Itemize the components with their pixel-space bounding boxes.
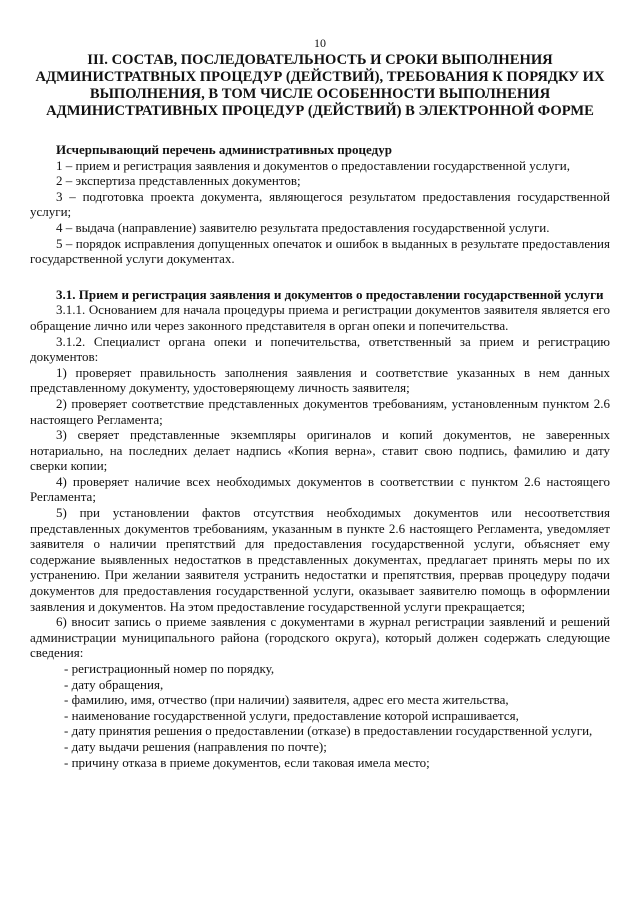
duty-item: 6) вносит запись о приеме заявления с документами в журнал регистрации заявлений и решений администрации муниципального района (городского округа), который должен содержать следующие сведения: — [30, 614, 610, 661]
journal-field-item: - дату обращения, — [64, 676, 164, 692]
journal-field-item: - регистрационный номер по порядку, — [64, 661, 275, 676]
procedure-item: 5 – порядок исправления допущенных опечаток и ошибок в выданных в результате предоставления государственной услуги документах. — [30, 235, 610, 267]
duty-item: 3) сверяет представленные экземпляры оригиналов и копий документов, не заверенных нотариально, на последних делает надпись «Копия верна», ставит свою подпись, фамилию и дату сверки копии; — [30, 427, 610, 474]
procedures-list-title: Исчерпывающий перечень административных процедур — [56, 142, 392, 157]
paragraph-3-1-1: 3.1.1. Основанием для начала процедуры приема и регистрации документов заявителя является его обращение лично или через законного представителя в орган опеки и попечительства. — [30, 302, 610, 333]
duty-item: 5) при установлении фактов отсутствия необходимых документов или несоответствия представленных документов требованиям, указанным в пункте 2.6 настоящего Регламента, уведомляет заявителя о наличии препятствий для предоставления государственной услуги, объясняет ему содержание выявленных недостатков в представленных документах, предлагает принять меры по их устранению. При желании заявителя устранить недостатки и препятствия, прервав процедуру подачи документов для предоставления государственной услуги, оказывает заявителю помощь в оформлении заявления и документов. На этом предоставление государственной услуги прекращается; — [30, 505, 610, 614]
journal-field-item: - дату принятия решения о предоставлении (отказе) в предоставлении государственной услуги, — [64, 723, 593, 739]
duty-item: 1) проверяет правильность заполнения заявления и соответствие указанных в нем данных представленному документу, удостоверяющему личность заявителя; — [30, 364, 610, 396]
duty-item: 4) проверяет наличие всех необходимых документов в соответствии с пунктом 2.6 настоящего Регламента; — [30, 473, 610, 505]
procedure-item: 3 – подготовка проекта документа, являющегося результатом предоставления государственной услуги; — [30, 188, 610, 220]
journal-field-item: - дату выдачи решения (направления по почте); — [64, 738, 327, 754]
journal-fields-list — [30, 661, 610, 770]
procedure-item: 1 – прием и регистрация заявления и документов о предоставлении государственной услуги, — [56, 157, 571, 173]
journal-field-item: - причину отказа в приеме документов, если таковая имела место; — [64, 754, 430, 770]
duty-item: 2) проверяет соответствие представленных документов требованиям, установленным пунктом 2.6 настоящего Регламента; — [30, 395, 610, 427]
page-number: 10 — [314, 36, 326, 50]
procedure-item: 2 – экспертиза представленных документов; — [56, 173, 301, 189]
journal-field-item: - наименование государственной услуги, предоставление которой испрашивается, — [64, 707, 519, 723]
chapter-heading: III. СОСТАВ, ПОСЛЕДОВАТЕЛЬНОСТЬ И СРОКИ ВЫПОЛНЕНИЯ АДМИНИСТРАТВНЫХ ПРОЦЕДУР (ДЕЙСТВИЙ), ТРЕБОВАНИЯ К ПОРЯДКУ ИХ ВЫПОЛНЕНИЯ, В ТОМ ЧИСЛЕ ОСОБЕННОСТИ ВЫПОЛНЕНИЯ АДМИНИСТРАТИВНЫХ ПРОЦЕДУР (ДЕЙСТВИЙ) В ЭЛЕКТРОННОЙ ФОРМЕ — [35, 52, 605, 119]
section-3-1-title: 3.1. Прием и регистрация заявления и документов о предоставлении государственной услуги — [56, 286, 604, 302]
paragraph-3-1-2: 3.1.2. Специалист органа опеки и попечительства, ответственный за прием и регистрацию документов: — [30, 333, 610, 365]
journal-field-item: - фамилию, имя, отчество (при наличии) заявителя, адрес его места жительства, — [64, 692, 509, 708]
procedure-item: 4 – выдача (направление) заявителю результата предоставления государственной услуги. — [56, 219, 550, 235]
